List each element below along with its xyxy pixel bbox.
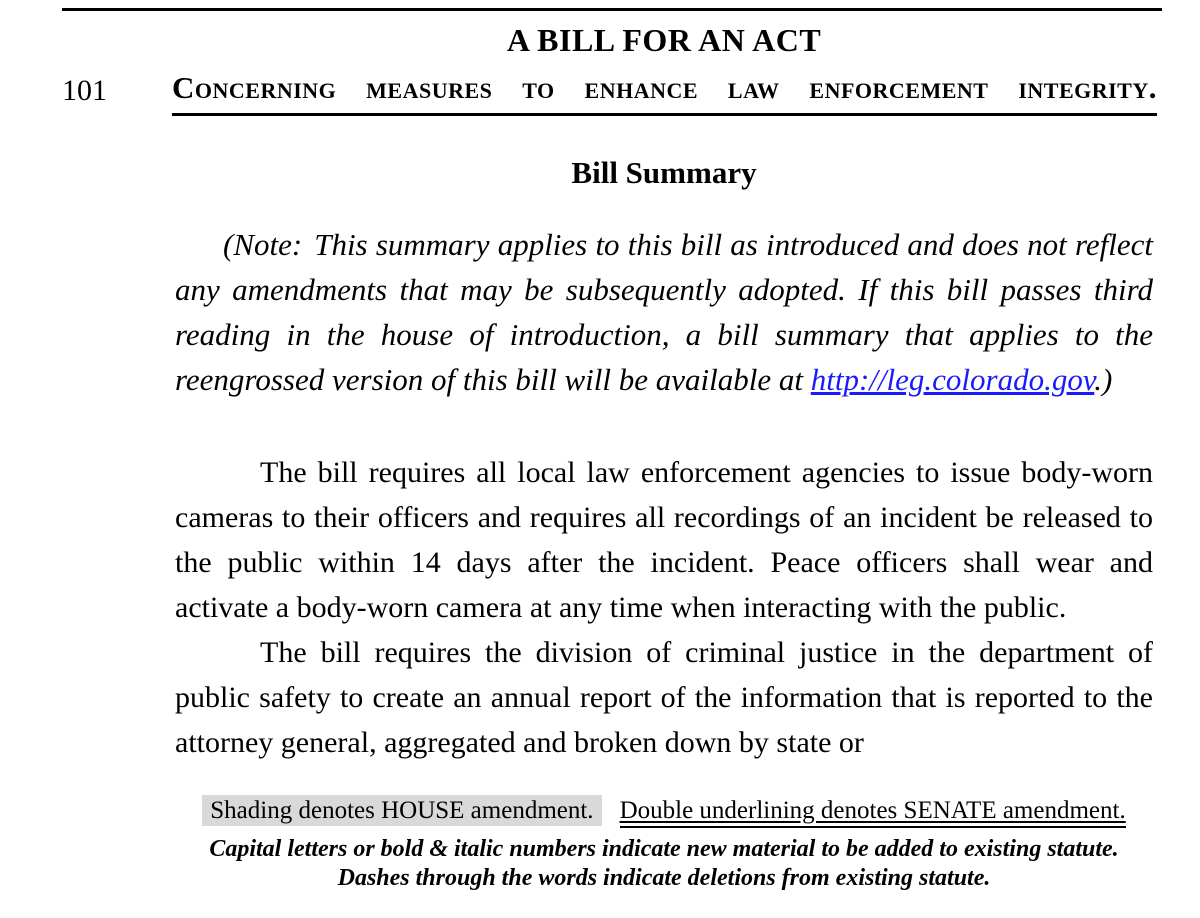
legend-footer bbox=[64, 794, 1200, 893]
note-body: This summary applies to this bill as introduced and does not reflect any amendments that may be subsequently adopted. If this bill passes third reading in the house of introduction, a bill summary that applies to the reengrossed version of this bill will be available at bbox=[175, 227, 1153, 397]
summary-paragraph-2: The bill requires the division of criminal justice in the department of public safety to create an annual report of the information that is reported to the attorney general, aggregated and broken down by state or bbox=[175, 636, 1153, 759]
leg-colorado-link[interactable]: http://leg.colorado.gov bbox=[810, 362, 1095, 397]
senate-amendment-legend: Double underlining denotes SENATE amendment. bbox=[620, 797, 1126, 828]
new-material-legend: Capital letters or bold & italic numbers indicate new material to be added to existing statute. bbox=[209, 836, 1119, 862]
note-prefix: (Note: bbox=[223, 227, 303, 262]
top-rule bbox=[62, 8, 1162, 11]
summary-paragraph-1: The bill requires all local law enforcement agencies to issue body-worn cameras to their officers and requires all recordings of an incident be released to the public within 14 days after the incident. Peace officers shall wear and activate a body-worn camera at any time when interacting with the public. bbox=[175, 456, 1153, 624]
bill-subject: Concerning measures to enhance law enforcement integrity. bbox=[172, 70, 1157, 116]
summary-body bbox=[175, 450, 1153, 765]
house-amendment-legend: Shading denotes HOUSE amendment. bbox=[202, 795, 601, 826]
line-number: 101 bbox=[62, 74, 107, 107]
deletions-legend: Dashes through the words indicate deletions from existing statute. bbox=[337, 865, 991, 891]
amendment-legend-line bbox=[64, 794, 1200, 828]
summary-note bbox=[175, 222, 1153, 402]
bill-title: A BILL FOR AN ACT bbox=[506, 22, 822, 58]
note-suffix: .) bbox=[1094, 362, 1113, 397]
bill-summary-heading: Bill Summary bbox=[571, 155, 757, 190]
